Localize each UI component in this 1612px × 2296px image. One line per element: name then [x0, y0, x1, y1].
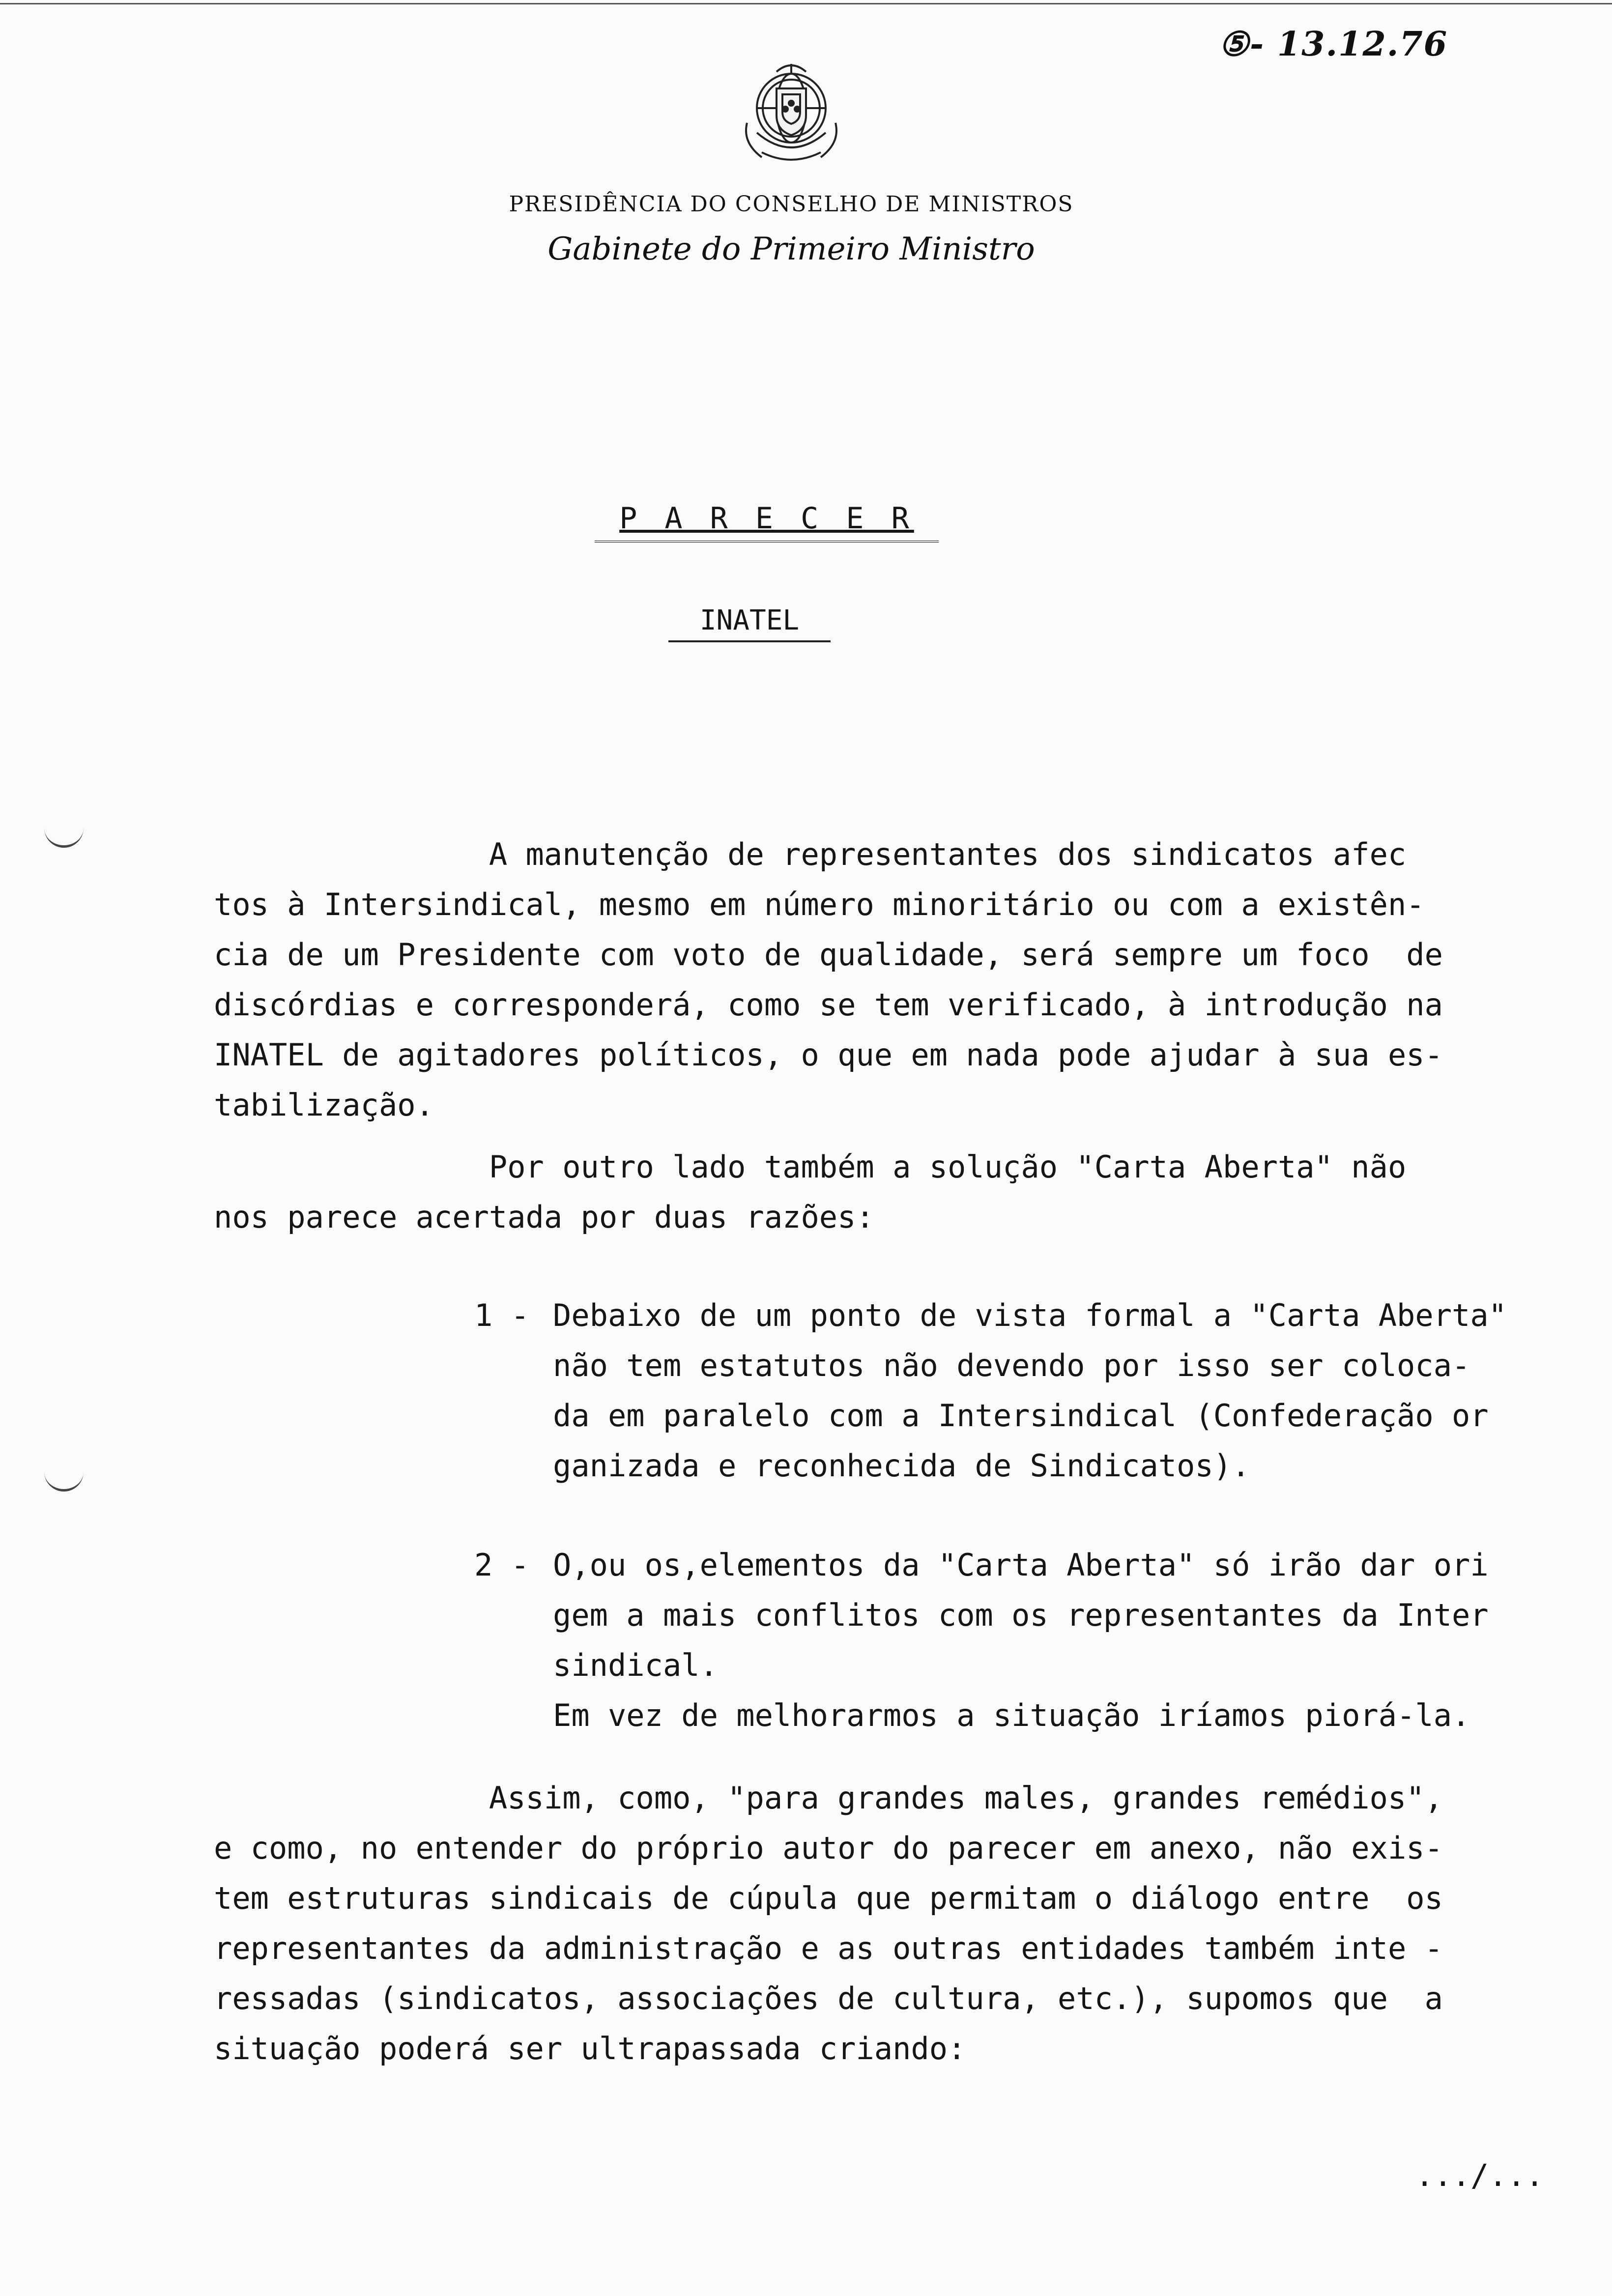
title-double-rule	[595, 541, 939, 543]
document-title: P A R E C E R	[619, 501, 914, 536]
list-item-2-text: O,ou os,elementos da "Carta Aberta" só irão dar ori gem a mais conflitos com os representantes da Inter sindical. Em vez de melhorarmos a situação iríamos piorá-la.	[553, 1547, 1489, 1733]
list-item-2-number: 2 -	[474, 1547, 529, 1583]
page-continuation-mark: .../...	[1415, 2157, 1544, 2193]
document-subject: INATEL	[668, 604, 831, 642]
list-item-1-number: 1 -	[474, 1297, 529, 1333]
paragraph-1: A manutenção de representantes dos sindicatos afec tos à Intersindical, mesmo em número minoritário ou com a existên- cia de um Presidente com voto de qualidade, será sempre um foco de discórdias e corresponderá, como se tem verificado, à introdução na INATEL de agitadores políticos, o que em nada pode ajudar à sua es- tabilização.	[214, 836, 1443, 1123]
handwritten-date: ⑤- 13.12.76	[1219, 25, 1448, 64]
paragraph-3: Assim, como, "para grandes males, grandes remédios", e como, no entender do próprio autor do parecer em anexo, não exis- tem estruturas sindicais de cúpula que permitam o diálogo entre os representantes da administração e as outras entidades também inte - ressadas (sindicatos, associações de cultura, etc.), supomos que a situação poderá ser ultrapassada criando:	[214, 1780, 1443, 2066]
letterhead-title: PRESIDÊNCIA DO CONSELHO DE MINISTROS	[509, 192, 1074, 217]
margin-mark	[44, 1469, 84, 1492]
paragraph-2: Por outro lado também a solução "Carta Aberta" não nos parece acertada por duas razões:	[214, 1149, 1407, 1235]
scan-top-edge	[0, 3, 1612, 4]
list-item-1-text: Debaixo de um ponto de vista formal a "Carta Aberta" não tem estatutos não devendo por isso ser coloca- da em paralelo com a Intersindical (Confederação or ganizada e reconhecida de Sindicatos).	[553, 1297, 1507, 1484]
cabinet-subtitle: Gabinete do Primeiro Ministro	[547, 231, 1035, 267]
margin-mark	[44, 826, 84, 848]
portuguese-coat-of-arms-seal-icon	[727, 54, 855, 172]
